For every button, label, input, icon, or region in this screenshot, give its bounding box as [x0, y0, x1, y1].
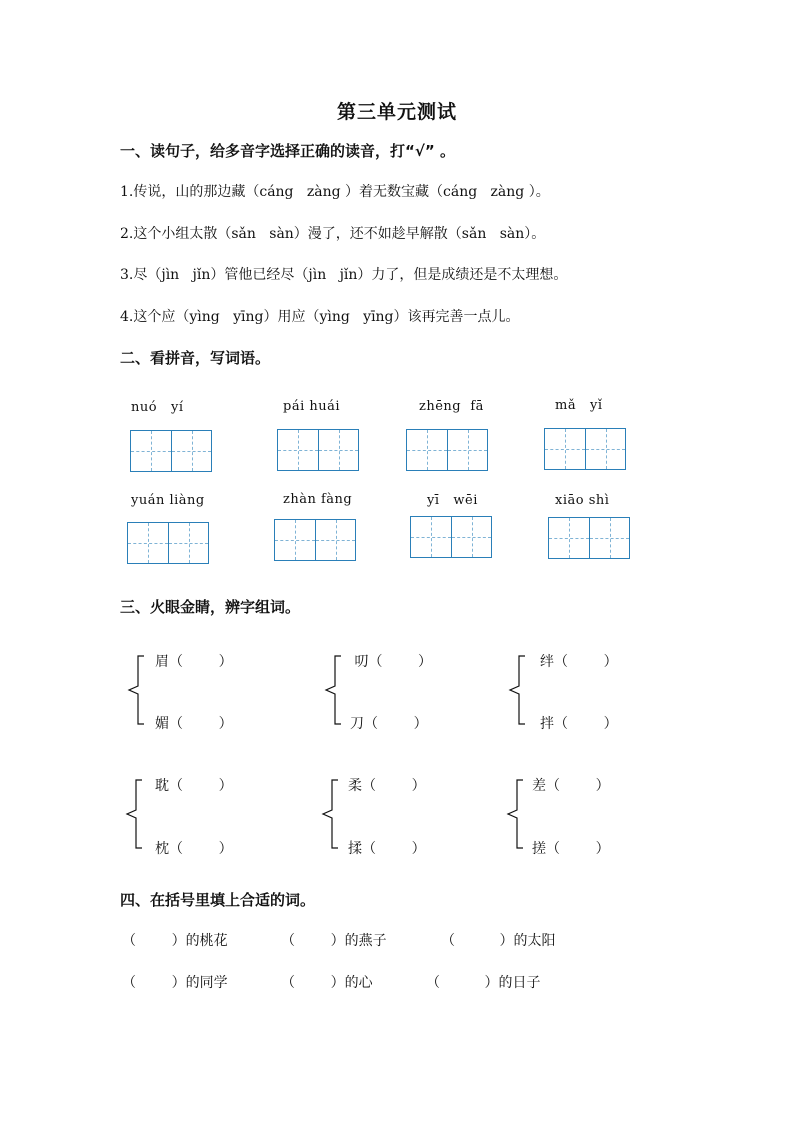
pinyin-label: yī wēi — [427, 493, 478, 508]
char-item: 柔（ ） — [348, 778, 426, 794]
section3-heading: 三、火眼金睛，辨字组词。 — [120, 598, 301, 616]
question-line-1: 1.传说，山的那边藏（cáng zàng ）着无数宝藏（cáng zàng ）。 — [120, 184, 550, 200]
brace-icon — [125, 779, 143, 849]
grid-cell[interactable] — [278, 430, 318, 470]
writing-grid[interactable] — [406, 429, 488, 471]
writing-grid[interactable] — [130, 430, 212, 472]
writing-grid[interactable] — [274, 519, 356, 561]
section2-heading: 二、看拼音，写词语。 — [120, 349, 271, 367]
grid-cell[interactable] — [549, 518, 589, 558]
question-line-2: 2.这个小组太散（sǎn sàn）漫了，还不如趁早解散（sǎn sàn）。 — [120, 226, 546, 242]
writing-grid[interactable] — [277, 429, 359, 471]
pinyin-label: pái huái — [283, 399, 341, 414]
grid-cell[interactable] — [451, 517, 491, 557]
grid-cell[interactable] — [318, 430, 358, 470]
pinyin-label: xiāo shì — [555, 493, 610, 508]
grid-cell[interactable] — [589, 518, 629, 558]
char-item: 耽（ ） — [155, 778, 233, 794]
grid-cell[interactable] — [275, 520, 315, 560]
grid-cell[interactable] — [168, 523, 208, 563]
fill-blank[interactable]: （ ）的燕子 — [281, 933, 387, 949]
char-item: 眉（ ） — [155, 654, 233, 670]
question-line-3: 3.尽（jìn jǐn）管他已经尽（jìn jǐn）力了，但是成绩还是不太理想。 — [120, 267, 568, 283]
brace-icon — [324, 655, 342, 725]
grid-cell[interactable] — [128, 523, 168, 563]
brace-icon — [127, 655, 145, 725]
grid-cell[interactable] — [171, 431, 211, 471]
char-item: 拌（ ） — [540, 716, 618, 732]
pinyin-label: zhàn fàng — [283, 492, 353, 507]
pinyin-label: zhēng fā — [419, 399, 484, 414]
char-item: 叨（ ） — [350, 654, 433, 670]
grid-cell[interactable] — [447, 430, 487, 470]
brace-icon — [321, 779, 339, 849]
char-item: 枕（ ） — [155, 841, 233, 857]
char-item: 绊（ ） — [540, 654, 618, 670]
char-item: 媚（ ） — [155, 716, 233, 732]
grid-cell[interactable] — [131, 431, 171, 471]
pinyin-label: mǎ yǐ — [555, 398, 603, 413]
grid-cell[interactable] — [407, 430, 447, 470]
writing-grid[interactable] — [544, 428, 626, 470]
section4-heading: 四、在括号里填上合适的词。 — [120, 891, 316, 909]
fill-blank[interactable]: （ ）的心 — [281, 975, 373, 991]
pinyin-label: nuó yí — [131, 400, 184, 415]
brace-icon — [508, 655, 526, 725]
section1-heading: 一、读句子，给多音字选择正确的读音，打“√” 。 — [120, 142, 455, 160]
char-item: 搓（ ） — [532, 841, 610, 857]
char-item: 刀（ ） — [350, 716, 428, 732]
char-item: 揉（ ） — [348, 841, 426, 857]
grid-cell[interactable] — [585, 429, 625, 469]
fill-blank[interactable]: （ ）的同学 — [122, 975, 228, 991]
grid-cell[interactable] — [315, 520, 355, 560]
writing-grid[interactable] — [127, 522, 209, 564]
writing-grid[interactable] — [548, 517, 630, 559]
grid-cell[interactable] — [545, 429, 585, 469]
question-line-4: 4.这个应（yìng yīng）用应（yìng yīng）该再完善一点儿。 — [120, 309, 520, 325]
page-title: 第三单元测试 — [336, 101, 457, 123]
fill-blank[interactable]: （ ）的日子 — [426, 975, 541, 991]
pinyin-label: yuán liàng — [131, 493, 205, 508]
fill-blank[interactable]: （ ）的太阳 — [441, 933, 556, 949]
writing-grid[interactable] — [410, 516, 492, 558]
char-item: 差（ ） — [532, 778, 610, 794]
fill-blank[interactable]: （ ）的桃花 — [122, 933, 228, 949]
grid-cell[interactable] — [411, 517, 451, 557]
brace-icon — [506, 779, 524, 849]
